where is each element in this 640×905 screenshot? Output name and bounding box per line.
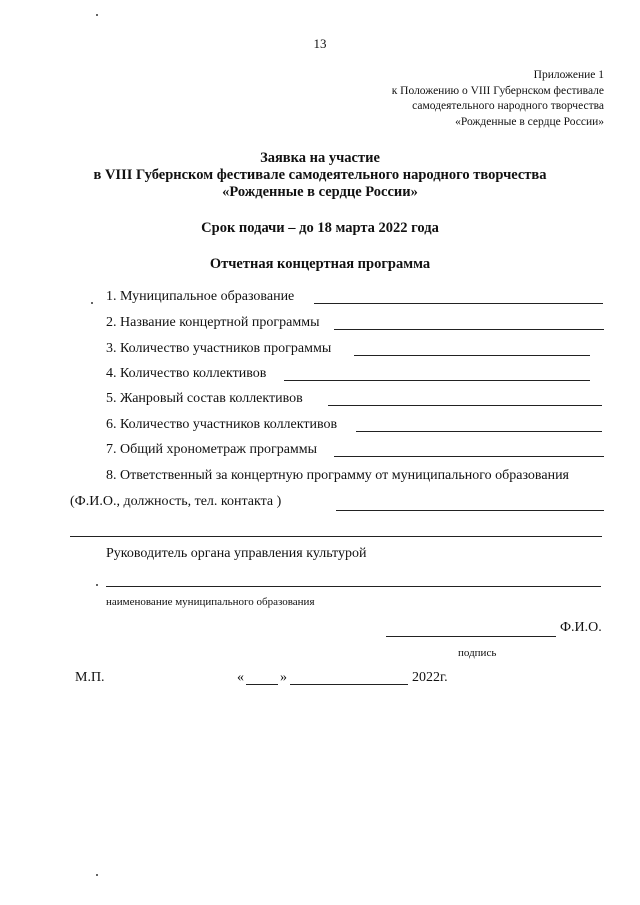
item-municipality: 1. Муниципальное образование xyxy=(106,289,295,304)
date-close-quote: » xyxy=(280,670,287,685)
title-line-2: в VIII Губернском фестивале самодеятельного народного творчества xyxy=(93,167,547,183)
municipality-field[interactable] xyxy=(314,303,603,304)
signature-field[interactable] xyxy=(386,636,556,637)
signature-caption: подпись xyxy=(458,647,497,659)
date-year: 2022г. xyxy=(412,670,448,685)
head-of-culture-label: Руководитель органа управления культурой xyxy=(106,546,367,561)
appendix-line-4: «Рожденные в сердце России» xyxy=(455,115,604,128)
responsible-details-field-2[interactable] xyxy=(70,536,602,537)
appendix-line-2: к Положению о VIII Губернском фестивале xyxy=(391,84,604,97)
fio-label: Ф.И.О. xyxy=(560,620,602,635)
program-name-field[interactable] xyxy=(334,329,604,330)
stamp-label: М.П. xyxy=(75,670,105,685)
item-total-duration: 7. Общий хронометраж программы xyxy=(106,442,318,457)
document-title xyxy=(0,150,640,201)
scan-dot xyxy=(96,874,98,876)
item-program-name: 2. Название концертной программы xyxy=(106,315,320,330)
genre-composition-field[interactable] xyxy=(328,405,602,406)
date-day-field[interactable] xyxy=(246,684,278,685)
title-line-3: «Рожденные в сердце России» xyxy=(222,184,418,200)
date-open-quote: « xyxy=(237,670,244,685)
collectives-count-field[interactable] xyxy=(284,380,590,381)
title-line-1: Заявка на участие xyxy=(260,150,380,166)
collective-participants-field[interactable] xyxy=(356,431,602,432)
appendix-note xyxy=(392,68,604,130)
item-collective-participants: 6. Количество участников коллективов xyxy=(106,417,338,432)
item-responsible: 8. Ответственный за концертную программу от муниципального образования xyxy=(106,468,569,483)
date-month-field[interactable] xyxy=(290,684,408,685)
appendix-line-1: Приложение 1 xyxy=(533,69,604,81)
program-participants-field[interactable] xyxy=(354,355,590,356)
deadline: Срок подачи – до 18 марта 2022 года xyxy=(201,220,439,236)
responsible-details-field[interactable] xyxy=(336,510,604,511)
responsible-details-label: (Ф.И.О., должность, тел. контакта ) xyxy=(70,494,282,509)
scan-dot xyxy=(96,584,98,586)
municipality-name-field[interactable] xyxy=(106,586,601,587)
municipality-caption: наименование муниципального образования xyxy=(106,596,315,608)
item-program-participants: 3. Количество участников программы xyxy=(106,341,332,356)
item-genre-composition: 5. Жанровый состав коллективов xyxy=(106,391,303,406)
page-number: 13 xyxy=(313,36,327,51)
scan-dot xyxy=(91,302,93,304)
item-collectives-count: 4. Количество коллективов xyxy=(106,366,267,381)
appendix-line-3: самодеятельного народного творчества xyxy=(412,100,604,112)
program-heading: Отчетная концертная программа xyxy=(209,256,431,272)
total-duration-field[interactable] xyxy=(334,456,604,457)
scan-dot xyxy=(96,14,98,16)
